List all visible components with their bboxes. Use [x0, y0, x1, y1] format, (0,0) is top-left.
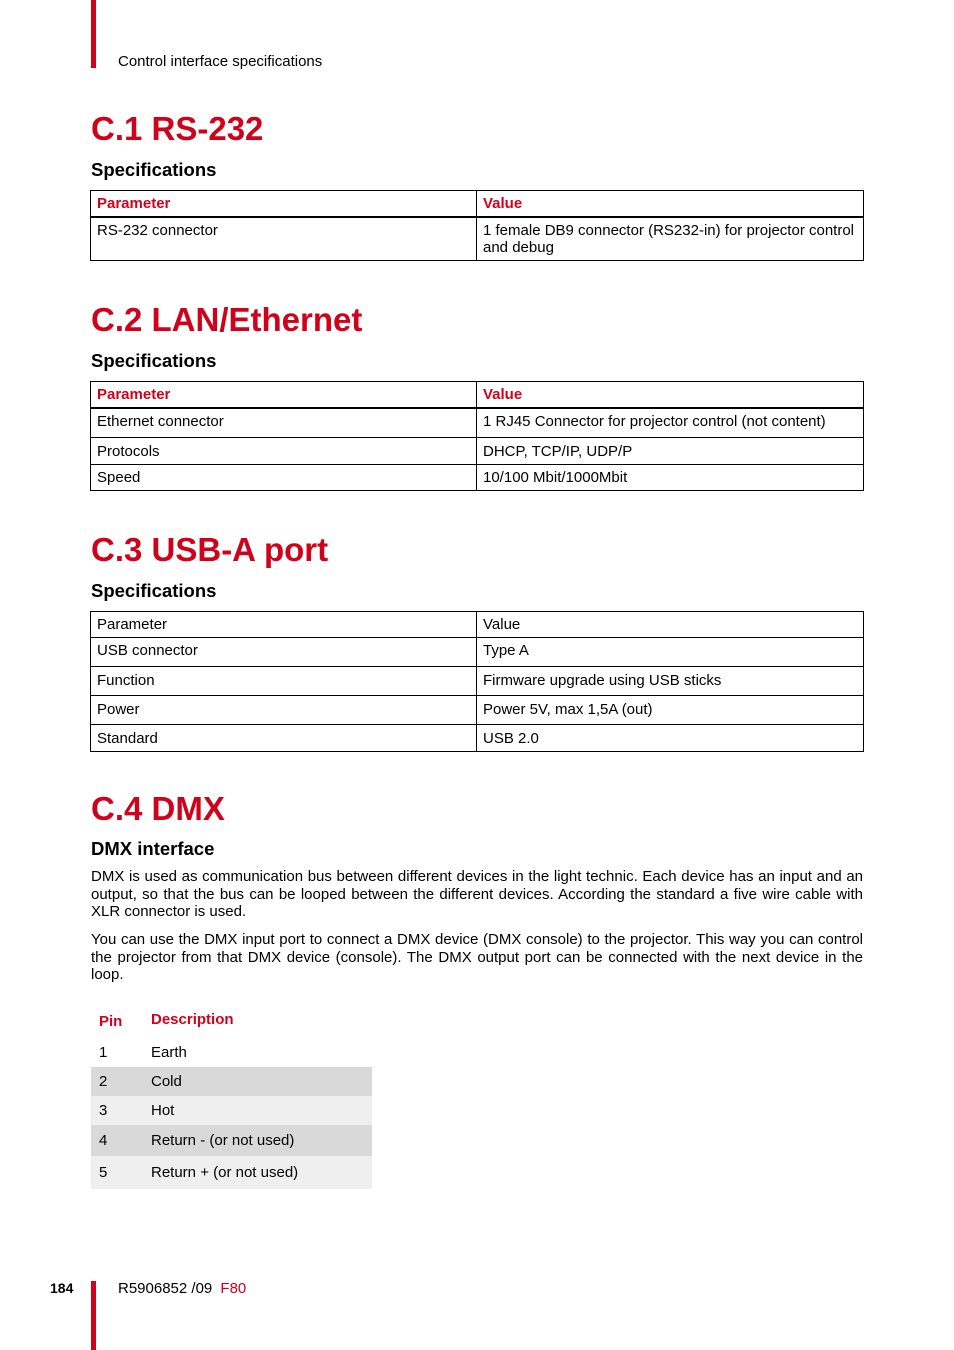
table-row [91, 1125, 372, 1156]
subsection-title-rs232: Specifications [91, 159, 217, 180]
column-header-value: Value [477, 382, 864, 409]
pin-description: Return - (or not used) [143, 1125, 372, 1156]
column-header-parameter: Parameter [91, 382, 477, 409]
column-header-description: Description [151, 1010, 234, 1028]
parameter-cell: Speed [91, 465, 477, 491]
document-number: R5906852 /09 [118, 1280, 213, 1297]
dmx-pin-table [91, 1000, 372, 1189]
value-cell: Power 5V, max 1,5A (out) [477, 696, 864, 725]
value-cell: Type A [477, 638, 864, 667]
table-row [91, 1096, 372, 1125]
running-header: Control interface specifications [118, 53, 323, 70]
column-header-value: Value [477, 612, 864, 638]
rs232-spec-table [90, 190, 864, 261]
section-title-dmx: C.4 DMX [91, 790, 225, 827]
pin-description: Cold [143, 1067, 372, 1096]
lan-spec-table [90, 381, 864, 491]
column-header-parameter: Parameter [91, 612, 477, 638]
subsection-title-usb: Specifications [91, 580, 217, 601]
table-row [91, 465, 864, 491]
pin-description: Earth [151, 1044, 187, 1061]
value-cell: USB 2.0 [477, 725, 864, 752]
parameter-cell: Standard [91, 725, 477, 752]
pin-number: 5 [91, 1156, 143, 1189]
table-row [91, 667, 864, 696]
subsection-title-lan: Specifications [91, 350, 217, 371]
footer-accent-bar [91, 1281, 96, 1350]
table-header-row [91, 191, 864, 218]
pin-number: 1 [99, 1044, 108, 1061]
column-header-parameter: Parameter [91, 191, 477, 218]
table-row [91, 217, 864, 261]
pin-number: 2 [91, 1067, 143, 1096]
parameter-cell: Function [91, 667, 477, 696]
value-cell: Firmware upgrade using USB sticks [477, 667, 864, 696]
table-row [91, 1156, 372, 1189]
value-cell: 1 female DB9 connector (RS232-in) for projector control and debug [477, 217, 864, 261]
table-row [91, 1038, 372, 1067]
table-header-row [91, 1000, 372, 1038]
footer-document-info [118, 1280, 246, 1297]
parameter-cell: Power [91, 696, 477, 725]
value-cell: 10/100 Mbit/1000Mbit [477, 465, 864, 491]
parameter-cell: USB connector [91, 638, 477, 667]
table-row [91, 725, 864, 752]
table-header-row [91, 382, 864, 409]
pin-description: Hot [143, 1096, 372, 1125]
header-accent-bar [91, 0, 96, 68]
subsection-title-dmx: DMX interface [91, 838, 215, 859]
parameter-cell: Protocols [91, 438, 477, 465]
usb-spec-table [90, 611, 864, 752]
dmx-paragraph-1: DMX is used as communication bus between different devices in the light technic. Each device has an input and an output, so that the bus can be looped between the different devices. According the standard a five wire cable with XLR connector is used. [91, 868, 863, 920]
pin-number: 4 [91, 1125, 143, 1156]
table-row [91, 638, 864, 667]
section-title-usb: C.3 USB-A port [91, 531, 329, 568]
dmx-paragraph-2: You can use the DMX input port to connect a DMX device (DMX console) to the projector. This way you can control the projector from that DMX device (console). The DMX output port can be connected with the next device in the loop. [91, 931, 863, 983]
table-row [91, 438, 864, 465]
column-header-value: Value [477, 191, 864, 218]
value-cell: 1 RJ45 Connector for projector control (not content) [477, 408, 864, 438]
pin-description: Return + (or not used) [143, 1156, 372, 1189]
section-title-lan: C.2 LAN/Ethernet [91, 301, 363, 338]
table-row [91, 408, 864, 438]
table-row [91, 1067, 372, 1096]
parameter-cell: Ethernet connector [91, 408, 477, 438]
parameter-cell: RS-232 connector [91, 217, 477, 261]
page-number: 184 [50, 1280, 74, 1296]
value-cell: DHCP, TCP/IP, UDP/P [477, 438, 864, 465]
column-header-pin: Pin [99, 1012, 123, 1030]
table-row [91, 696, 864, 725]
model-name: F80 [220, 1280, 247, 1297]
pin-number: 3 [91, 1096, 143, 1125]
table-header-row [91, 612, 864, 638]
section-title-rs232: C.1 RS-232 [91, 110, 264, 147]
